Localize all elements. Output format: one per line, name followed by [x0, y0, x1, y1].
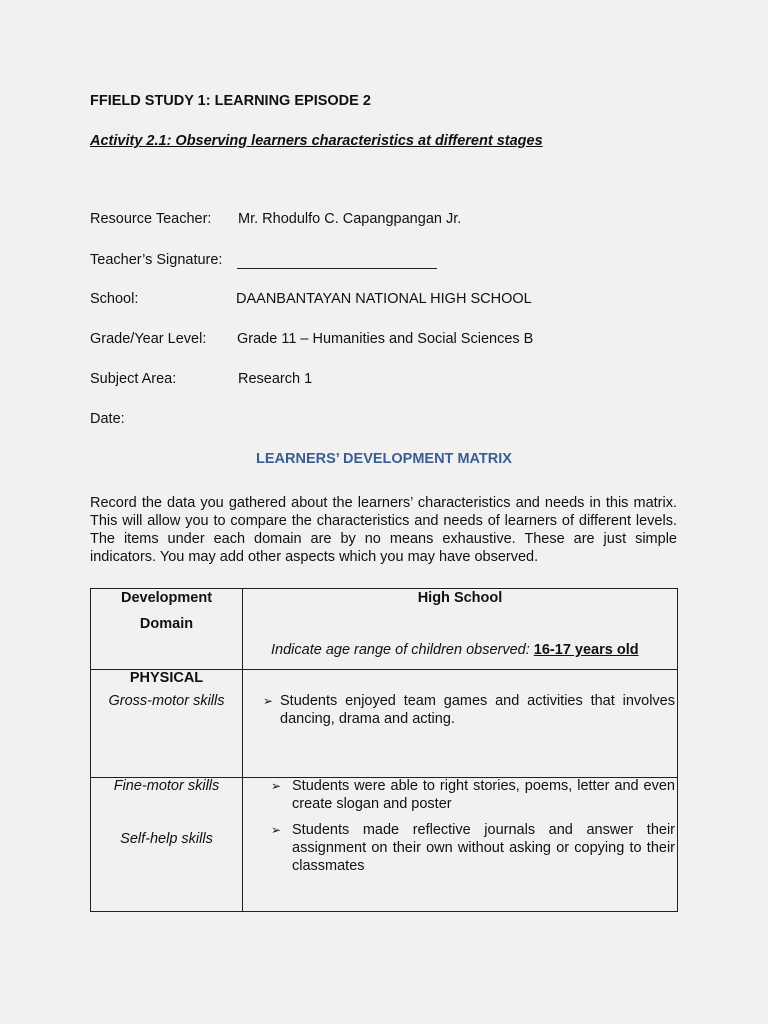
arrow-bullet-icon: ➢ [271, 823, 282, 837]
col-header-high-school: High School [417, 590, 503, 606]
grade-value: Grade 11 – Humanities and Social Sciences B [237, 331, 534, 347]
resource-teacher-label: Resource Teacher: [90, 211, 212, 227]
date-label: Date: [90, 411, 125, 427]
instructions-paragraph: Record the data you gathered about the learners’ characteristics and needs in this matrix. This will allow you to compare the characteristics and needs of learners of different levels. The items under each domain are by no means exhaustive. These are just simple indicators. You may add other aspects which you may have observed. [90, 495, 677, 565]
school-value: DAANBANTAYAN NATIONAL HIGH SCHOOL [236, 291, 532, 307]
subject-value: Research 1 [238, 371, 313, 387]
gross-motor-label: Gross-motor skills [108, 693, 225, 709]
fine-motor-text: Students were able to right stories, poems, letter and even create slogan and poster [292, 778, 675, 812]
signature-label: Teacher’s Signature: [90, 252, 223, 268]
age-range-prompt: Indicate age range of children observed: [271, 642, 530, 658]
subject-label: Subject Area: [90, 371, 177, 387]
activity-heading: Activity 2.1: Observing learners characteristics at different stages [90, 133, 543, 149]
page-title: FFIELD STUDY 1: LEARNING EPISODE 2 [90, 93, 371, 109]
age-range-value: 16-17 years old [533, 642, 639, 658]
col-header-development: Development [120, 590, 213, 606]
gross-motor-note [263, 692, 675, 728]
arrow-bullet-icon: ➢ [271, 779, 282, 793]
arrow-bullet-icon: ➢ [263, 694, 274, 708]
signature-line [237, 254, 437, 273]
self-help-label: Self-help skills [120, 831, 213, 847]
column-divider [242, 589, 243, 911]
self-help-text: Students made reflective journals and answer their assignment on their own without asking or copying to their classmates [292, 822, 675, 874]
self-help-note [271, 821, 675, 875]
resource-teacher-value: Mr. Rhodulfo C. Capangpangan Jr. [238, 211, 462, 227]
matrix-heading: LEARNERS’ DEVELOPMENT MATRIX [256, 451, 512, 467]
age-range-row [271, 642, 639, 658]
school-label: School: [90, 291, 139, 307]
gross-motor-text: Students enjoyed team games and activities that involves dancing, drama and acting. [280, 693, 675, 727]
development-matrix-table [90, 588, 678, 912]
grade-label: Grade/Year Level: [90, 331, 207, 347]
col-header-domain: Domain [139, 616, 194, 632]
fine-motor-label: Fine-motor skills [113, 778, 220, 794]
fine-motor-note [271, 777, 675, 813]
physical-domain-label: PHYSICAL [129, 670, 204, 686]
